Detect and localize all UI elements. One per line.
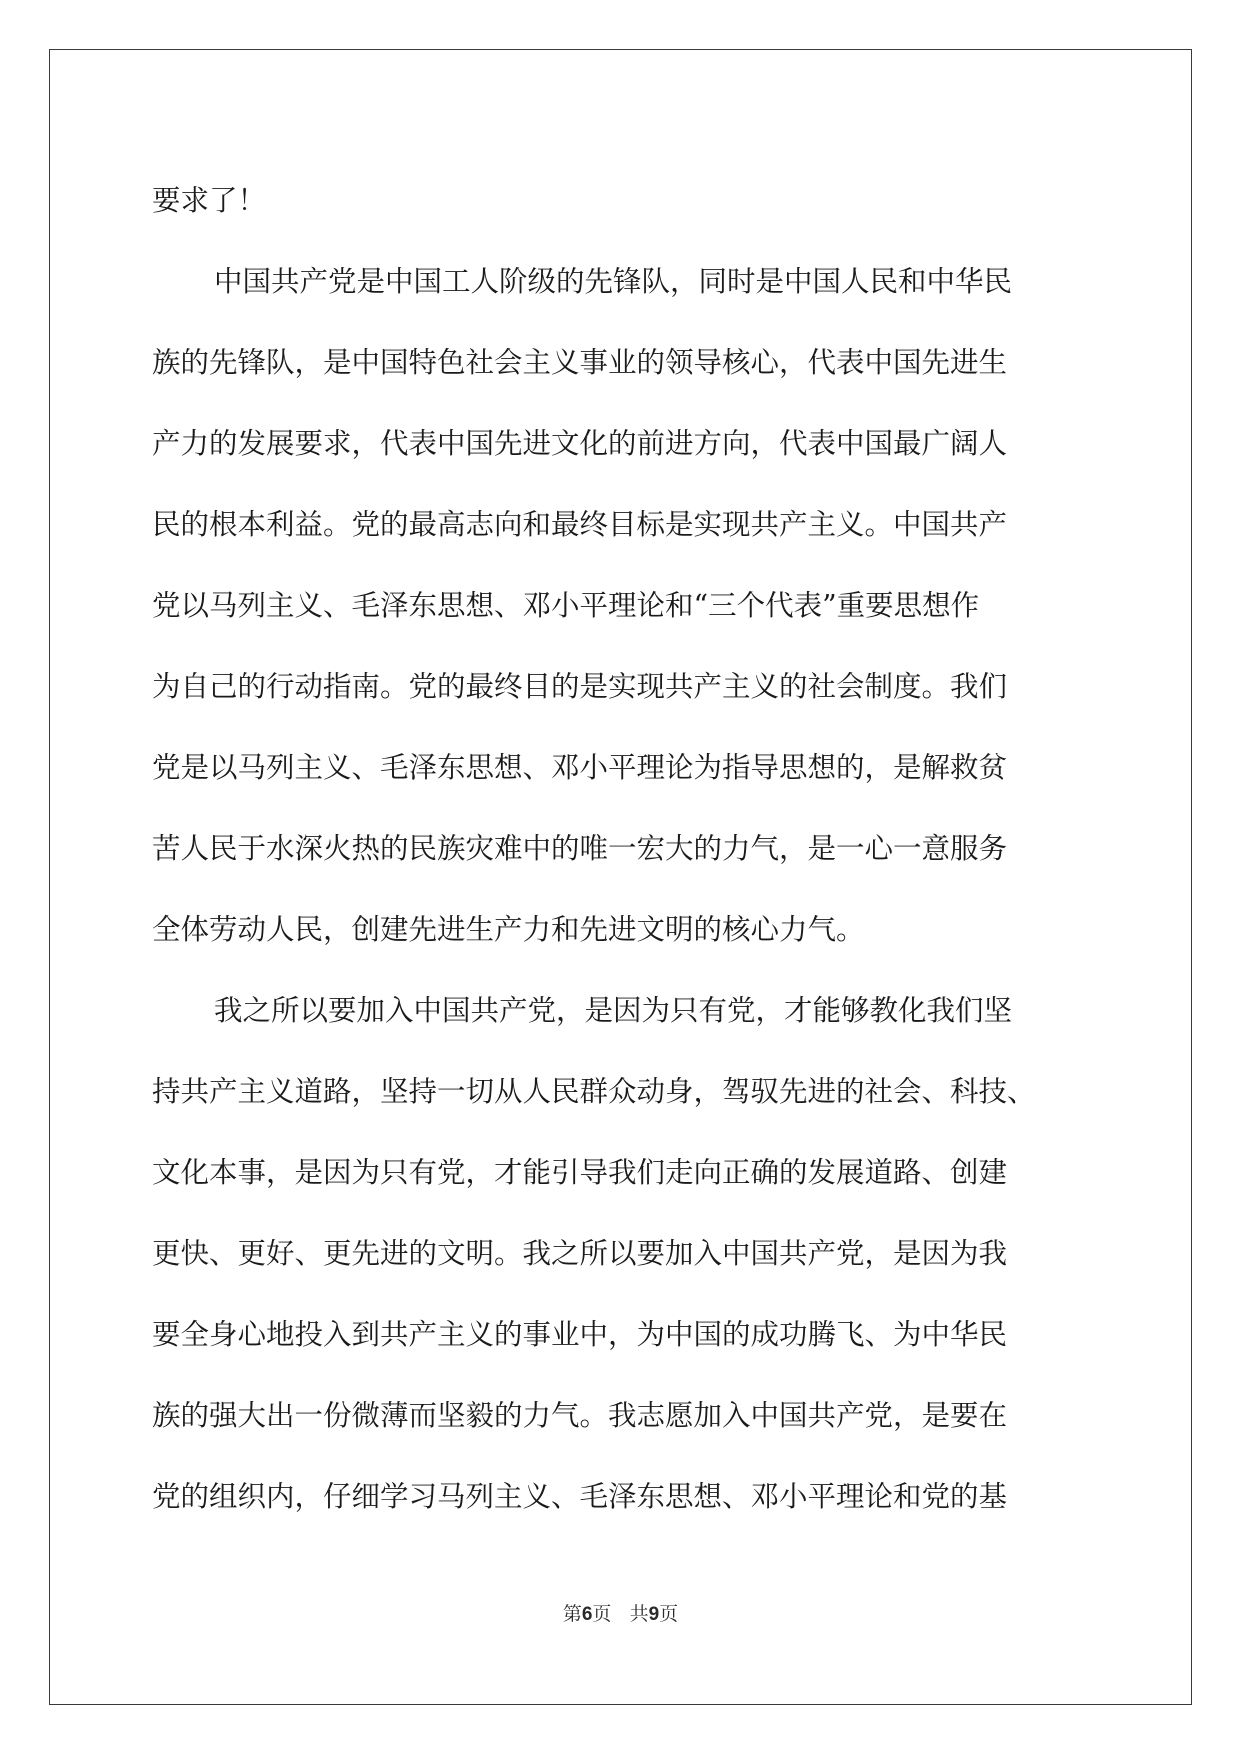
document-body bbox=[152, 160, 1152, 1537]
text-line-14: 更快、更好、更先进的文明。我之所以要加入中国共产党，是因为我 bbox=[152, 1237, 1008, 1270]
text-line-1: 要求了！ bbox=[152, 184, 267, 217]
total-suffix: 页 bbox=[659, 1603, 679, 1625]
total-prefix: 共 bbox=[629, 1603, 649, 1625]
text-line-7: 为自己的行动指南。党的最终目的是实现共产主义的社会制度。我们 bbox=[152, 670, 1008, 703]
page-number: 6 bbox=[581, 1604, 593, 1625]
text-line-11: 我之所以要加入中国共产党，是因为只有党，才能够教化我们坚 bbox=[214, 994, 1013, 1027]
text-line-3: 族的先锋队，是中国特色社会主义事业的领导核心，代表中国先进生 bbox=[152, 346, 1008, 379]
text-line-17: 党的组织内，仔细学习马列主义、毛泽东思想、邓小平理论和党的基 bbox=[152, 1480, 1008, 1513]
text-line-4: 产力的发展要求，代表中国先进文化的前进方向，代表中国最广阔人 bbox=[152, 427, 1008, 460]
text-line-12: 持共产主义道路，坚持一切从人民群众动身，驾驭先进的社会、科技、 bbox=[152, 1075, 1036, 1108]
text-line-5: 民的根本利益。党的最高志向和最终目标是实现共产主义。中国共产 bbox=[152, 508, 1008, 541]
text-line-15: 要全身心地投入到共产主义的事业中，为中国的成功腾飞、为中华民 bbox=[152, 1318, 1008, 1351]
text-line-13: 文化本事，是因为只有党，才能引导我们走向正确的发展道路、创建 bbox=[152, 1156, 1008, 1189]
text-line-9: 苦人民于水深火热的民族灾难中的唯一宏大的力气，是一心一意服务 bbox=[152, 832, 1008, 865]
text-line-16: 族的强大出一份微薄而坚毅的力气。我志愿加入中国共产党，是要在 bbox=[152, 1399, 1008, 1432]
page-prefix: 第 bbox=[562, 1603, 582, 1625]
total-pages: 9 bbox=[648, 1604, 660, 1625]
text-line-8: 党是以马列主义、毛泽东思想、邓小平理论为指导思想的，是解救贫 bbox=[152, 751, 1008, 784]
text-line-6: 党以马列主义、毛泽东思想、邓小平理论和“三个代表”重要思想作 bbox=[152, 589, 980, 622]
text-line-10: 全体劳动人民，创建先进生产力和先进文明的核心力气。 bbox=[152, 913, 865, 946]
text-line-2: 中国共产党是中国工人阶级的先锋队，同时是中国人民和中华民 bbox=[214, 265, 1013, 298]
page-footer bbox=[0, 1599, 1241, 1626]
page-suffix: 页 bbox=[592, 1603, 612, 1625]
